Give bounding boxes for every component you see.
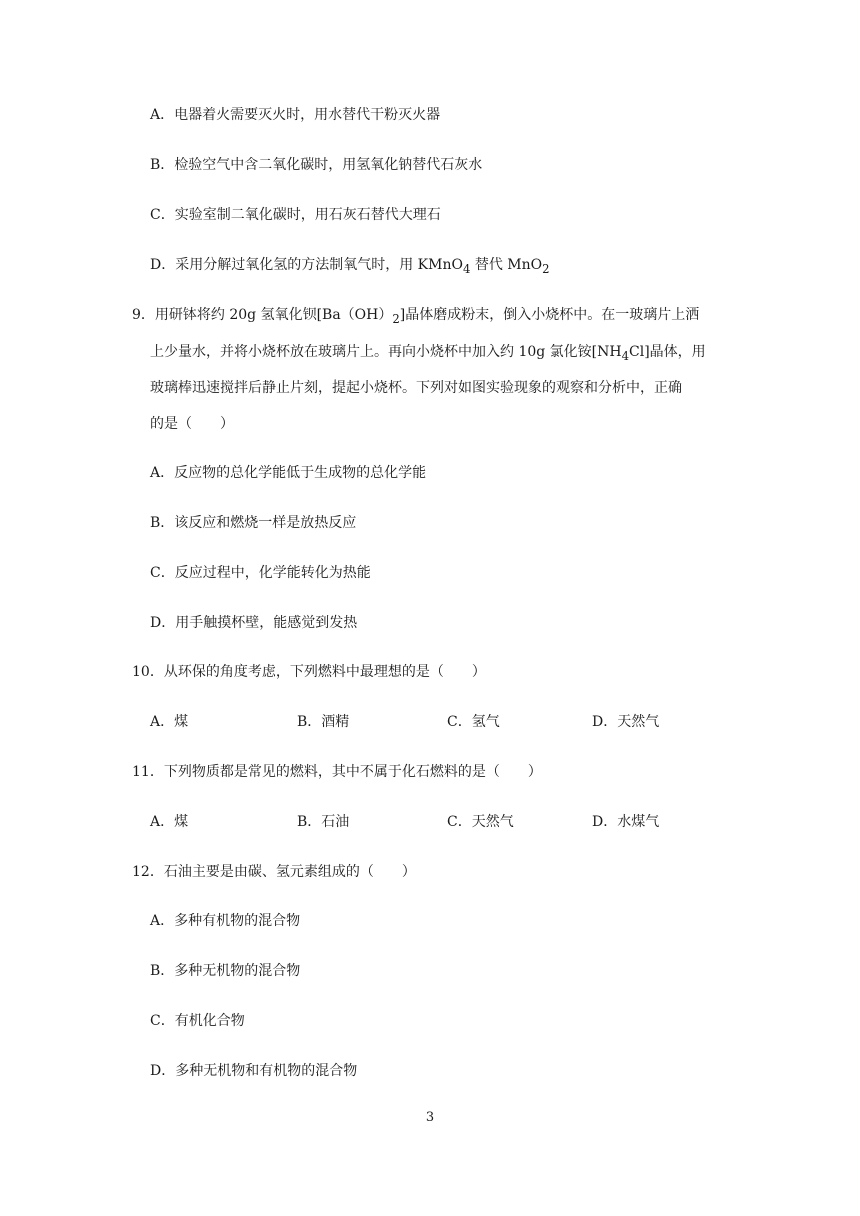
q9-l2-sub: 4 bbox=[621, 348, 630, 363]
q12-option-a: A．多种有机物的混合物 bbox=[150, 913, 301, 929]
q8-d-mid: 替代 MnO bbox=[470, 257, 543, 273]
q9-l2-a: 上少量水，并将小烧杯放在玻璃片上。再向小烧杯中加入约 10g 氯化铵[NH bbox=[150, 344, 622, 360]
q12-option-c: C．有机化合物 bbox=[150, 1013, 245, 1029]
q8-option-a: A．电器着火需要灭火时，用水替代干粉灭火器 bbox=[150, 107, 441, 123]
q11-option-a: A．煤 bbox=[150, 814, 189, 830]
q11-options bbox=[150, 812, 710, 832]
q9-l1-sub: 2 bbox=[392, 311, 400, 326]
page-number: 3 bbox=[425, 1110, 435, 1125]
q9-option-b: B．该反应和燃烧一样是放热反应 bbox=[150, 515, 357, 531]
q10-options bbox=[150, 712, 710, 732]
q11-option-b: B．石油 bbox=[297, 814, 350, 830]
q8-d-sub1: 4 bbox=[462, 261, 471, 276]
q9-l1-a: 9．用研钵将约 20g 氢氧化钡[Ba（OH） bbox=[132, 307, 393, 323]
q10-option-b: B．酒精 bbox=[297, 714, 350, 730]
q9-option-a: A．反应物的总化学能低于生成物的总化学能 bbox=[150, 465, 427, 481]
q10-stem: 10．从环保的角度考虑，下列燃料中最理想的是（ ） bbox=[132, 664, 486, 680]
q11-option-d: D．水煤气 bbox=[592, 814, 660, 830]
q9-option-c: C．反应过程中，化学能转化为热能 bbox=[150, 565, 371, 581]
q9-option-d: D．用手触摸杯壁，能感觉到发热 bbox=[150, 615, 358, 631]
q8-option-b: B．检验空气中含二氧化碳时，用氢氧化钠替代石灰水 bbox=[150, 157, 483, 173]
q11-option-c: C．天然气 bbox=[447, 814, 514, 830]
q8-option-d bbox=[150, 255, 550, 279]
q9-stem-line-2 bbox=[150, 342, 706, 366]
q8-option-c: C．实验室制二氧化碳时，用石灰石替代大理石 bbox=[150, 207, 441, 223]
q8-d-sub2: 2 bbox=[542, 261, 550, 276]
q12-option-d: D．多种无机物和有机物的混合物 bbox=[150, 1063, 358, 1079]
q10-option-a: A．煤 bbox=[150, 714, 189, 730]
q10-option-d: D．天然气 bbox=[592, 714, 660, 730]
q9-l2-b: Cl]晶体，用 bbox=[629, 344, 706, 360]
q12-option-b: B．多种无机物的混合物 bbox=[150, 963, 301, 979]
q11-stem: 11．下列物质都是常见的燃料，其中不属于化石燃料的是（ ） bbox=[132, 764, 542, 780]
q12-stem: 12．石油主要是由碳、氢元素组成的（ ） bbox=[132, 864, 416, 880]
q9-stem-line-3: 玻璃棒迅速搅拌后静止片刻，提起小烧杯。下列对如图实验现象的观察和分析中，正确 bbox=[150, 380, 682, 396]
q10-option-c: C．氢气 bbox=[447, 714, 500, 730]
q9-l1-b: ]晶体磨成粉末，倒入小烧杯中。在一玻璃片上洒 bbox=[399, 307, 700, 323]
q8-d-prefix: D．采用分解过氧化氢的方法制氧气时，用 KMnO bbox=[150, 257, 463, 273]
q9-stem-line-1 bbox=[132, 305, 699, 329]
q9-stem-line-4: 的是（ ） bbox=[150, 416, 234, 432]
